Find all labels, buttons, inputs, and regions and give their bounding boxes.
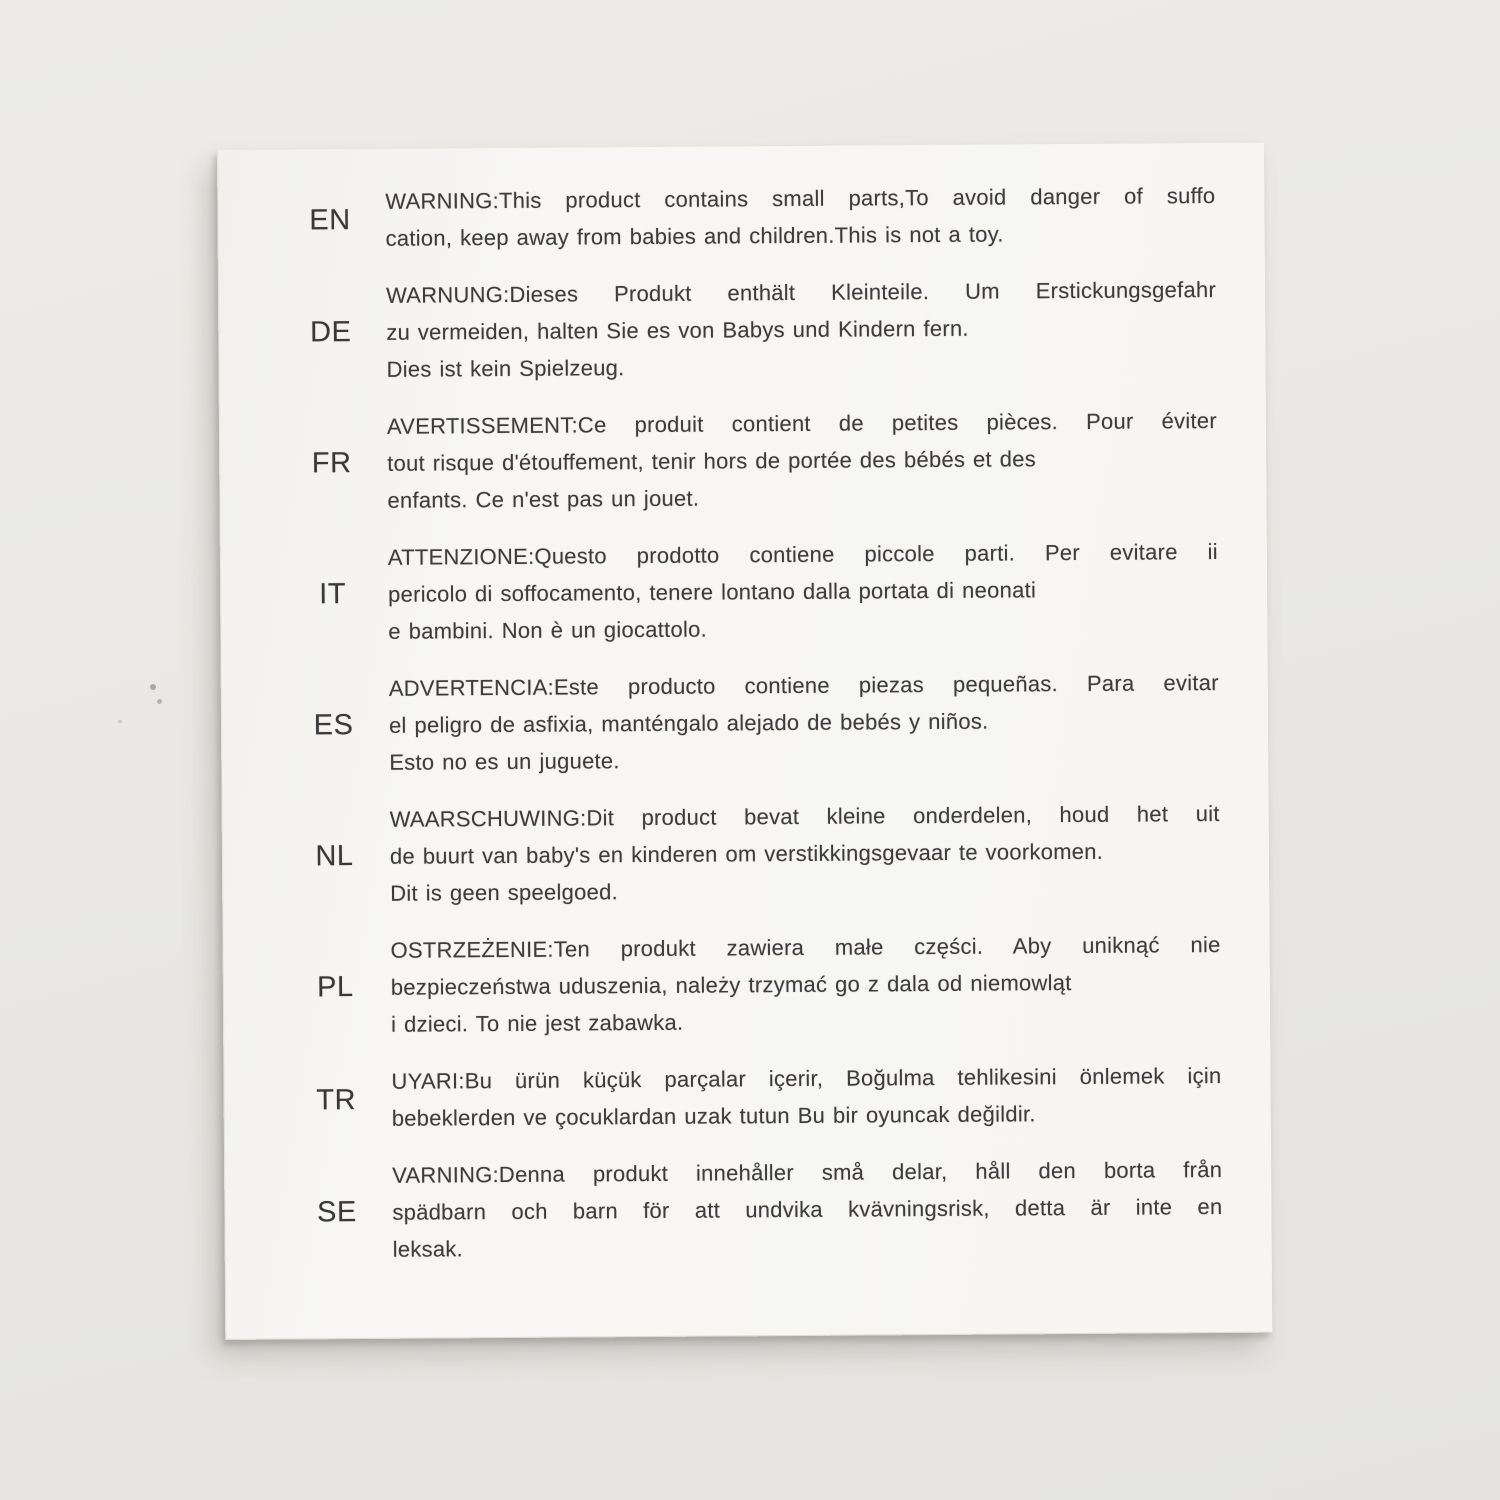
- warning-line: bebeklerden ve çocuklardan uzak tutun Bu bir oyuncak değildir.: [391, 1101, 1036, 1131]
- warning-line: zu vermeiden, halten Sie es von Babys und Kindern fern.: [386, 315, 969, 345]
- language-block-nl: [223, 795, 1270, 913]
- warning-line: WARNING:This product contains small parts,To avoid danger of suffo: [385, 183, 1216, 214]
- warning-line: spädbarn och barn för att undvika kvävningsrisk, detta är inte en: [392, 1194, 1223, 1225]
- language-code: EN: [309, 203, 351, 236]
- dust-speck: [157, 699, 162, 704]
- language-code: IT: [319, 578, 347, 611]
- warning-line: ADVERTENCIA:Este producto contiene piezas pequeñas. Para evitar: [388, 670, 1219, 701]
- warning-line: i dzieci. To nie jest zabawka.: [391, 1009, 684, 1037]
- warning-line: AVERTISSEMENT:Ce produit contient de petites pièces. Pour éviter: [386, 408, 1218, 439]
- warning-text: [387, 402, 1218, 519]
- dust-speck: [118, 720, 122, 723]
- language-block-en: [218, 177, 1264, 258]
- language-block-tr: [224, 1057, 1270, 1138]
- language-code: FR: [311, 447, 352, 480]
- warning-line: bezpieczeństwa uduszenia, należy trzymać go z dala od niemowląt: [390, 970, 1072, 1000]
- warning-line: de buurt van baby's en kinderen om verstikkingsgevaar te voorkomen.: [389, 838, 1104, 869]
- warning-line: VARNING:Denna produkt innehåller små delar, håll den borta från: [392, 1157, 1223, 1188]
- warning-line: ATTENZIONE:Questo prodotto contiene piccole parti. Per evitare ii: [387, 539, 1218, 570]
- warning-label-paper: [217, 143, 1272, 1340]
- warning-line: pericolo di soffocamento, tenere lontano dalla portata di neonati: [388, 577, 1037, 607]
- warning-line: Dies ist kein Spielzeug.: [386, 355, 625, 382]
- warning-text: [389, 664, 1220, 781]
- language-block-it: [221, 533, 1268, 651]
- warning-line: WARNUNG:Dieses Produkt enthält Kleinteile. Um Erstickungsgefahr: [385, 277, 1217, 308]
- warning-line: OSTRZEŻENIE:Ten produkt zawiera małe części. Aby uniknąć nie: [390, 932, 1221, 963]
- language-code: SE: [316, 1196, 357, 1229]
- language-block-pl: [223, 926, 1270, 1044]
- warning-line: e bambini. Non è un giocattolo.: [388, 616, 708, 644]
- language-block-se: [225, 1151, 1272, 1269]
- language-block-fr: [220, 402, 1267, 520]
- warning-line: Esto no es un juguete.: [389, 748, 620, 775]
- language-code: ES: [313, 709, 354, 742]
- warning-line: enfants. Ce n'est pas un jouet.: [387, 485, 700, 513]
- warning-line: cation, keep away from babies and children.This is not a toy.: [385, 221, 1004, 251]
- warning-text: [390, 926, 1221, 1043]
- language-code: DE: [310, 316, 352, 349]
- warning-line: tout risque d'étouffement, tenir hors de portée des bébés et des: [387, 446, 1037, 476]
- warning-text: [390, 795, 1221, 912]
- language-block-de: [219, 271, 1266, 389]
- warning-text: [388, 533, 1219, 650]
- warning-text: [386, 271, 1217, 388]
- warning-line: leksak.: [392, 1236, 463, 1262]
- warning-line: Dit is geen speelgoed.: [390, 879, 618, 906]
- warning-text: [385, 177, 1215, 257]
- dust-speck: [150, 684, 156, 690]
- warning-line: WAARSCHUWING:Dit product bevat kleine onderdelen, houd het uit: [389, 801, 1220, 832]
- language-code: NL: [315, 840, 354, 873]
- warning-line: UYARI:Bu ürün küçük parçalar içerir, Boğulma tehlikesini önlemek için: [391, 1063, 1222, 1094]
- language-code: PL: [316, 971, 354, 1004]
- warning-text: [391, 1057, 1221, 1137]
- label-content: [218, 177, 1272, 1269]
- language-block-es: [222, 664, 1269, 782]
- language-code: TR: [316, 1083, 357, 1116]
- warning-text: [392, 1151, 1223, 1268]
- warning-line: el peligro de asfixia, manténgalo alejado de bebés y niños.: [388, 708, 989, 738]
